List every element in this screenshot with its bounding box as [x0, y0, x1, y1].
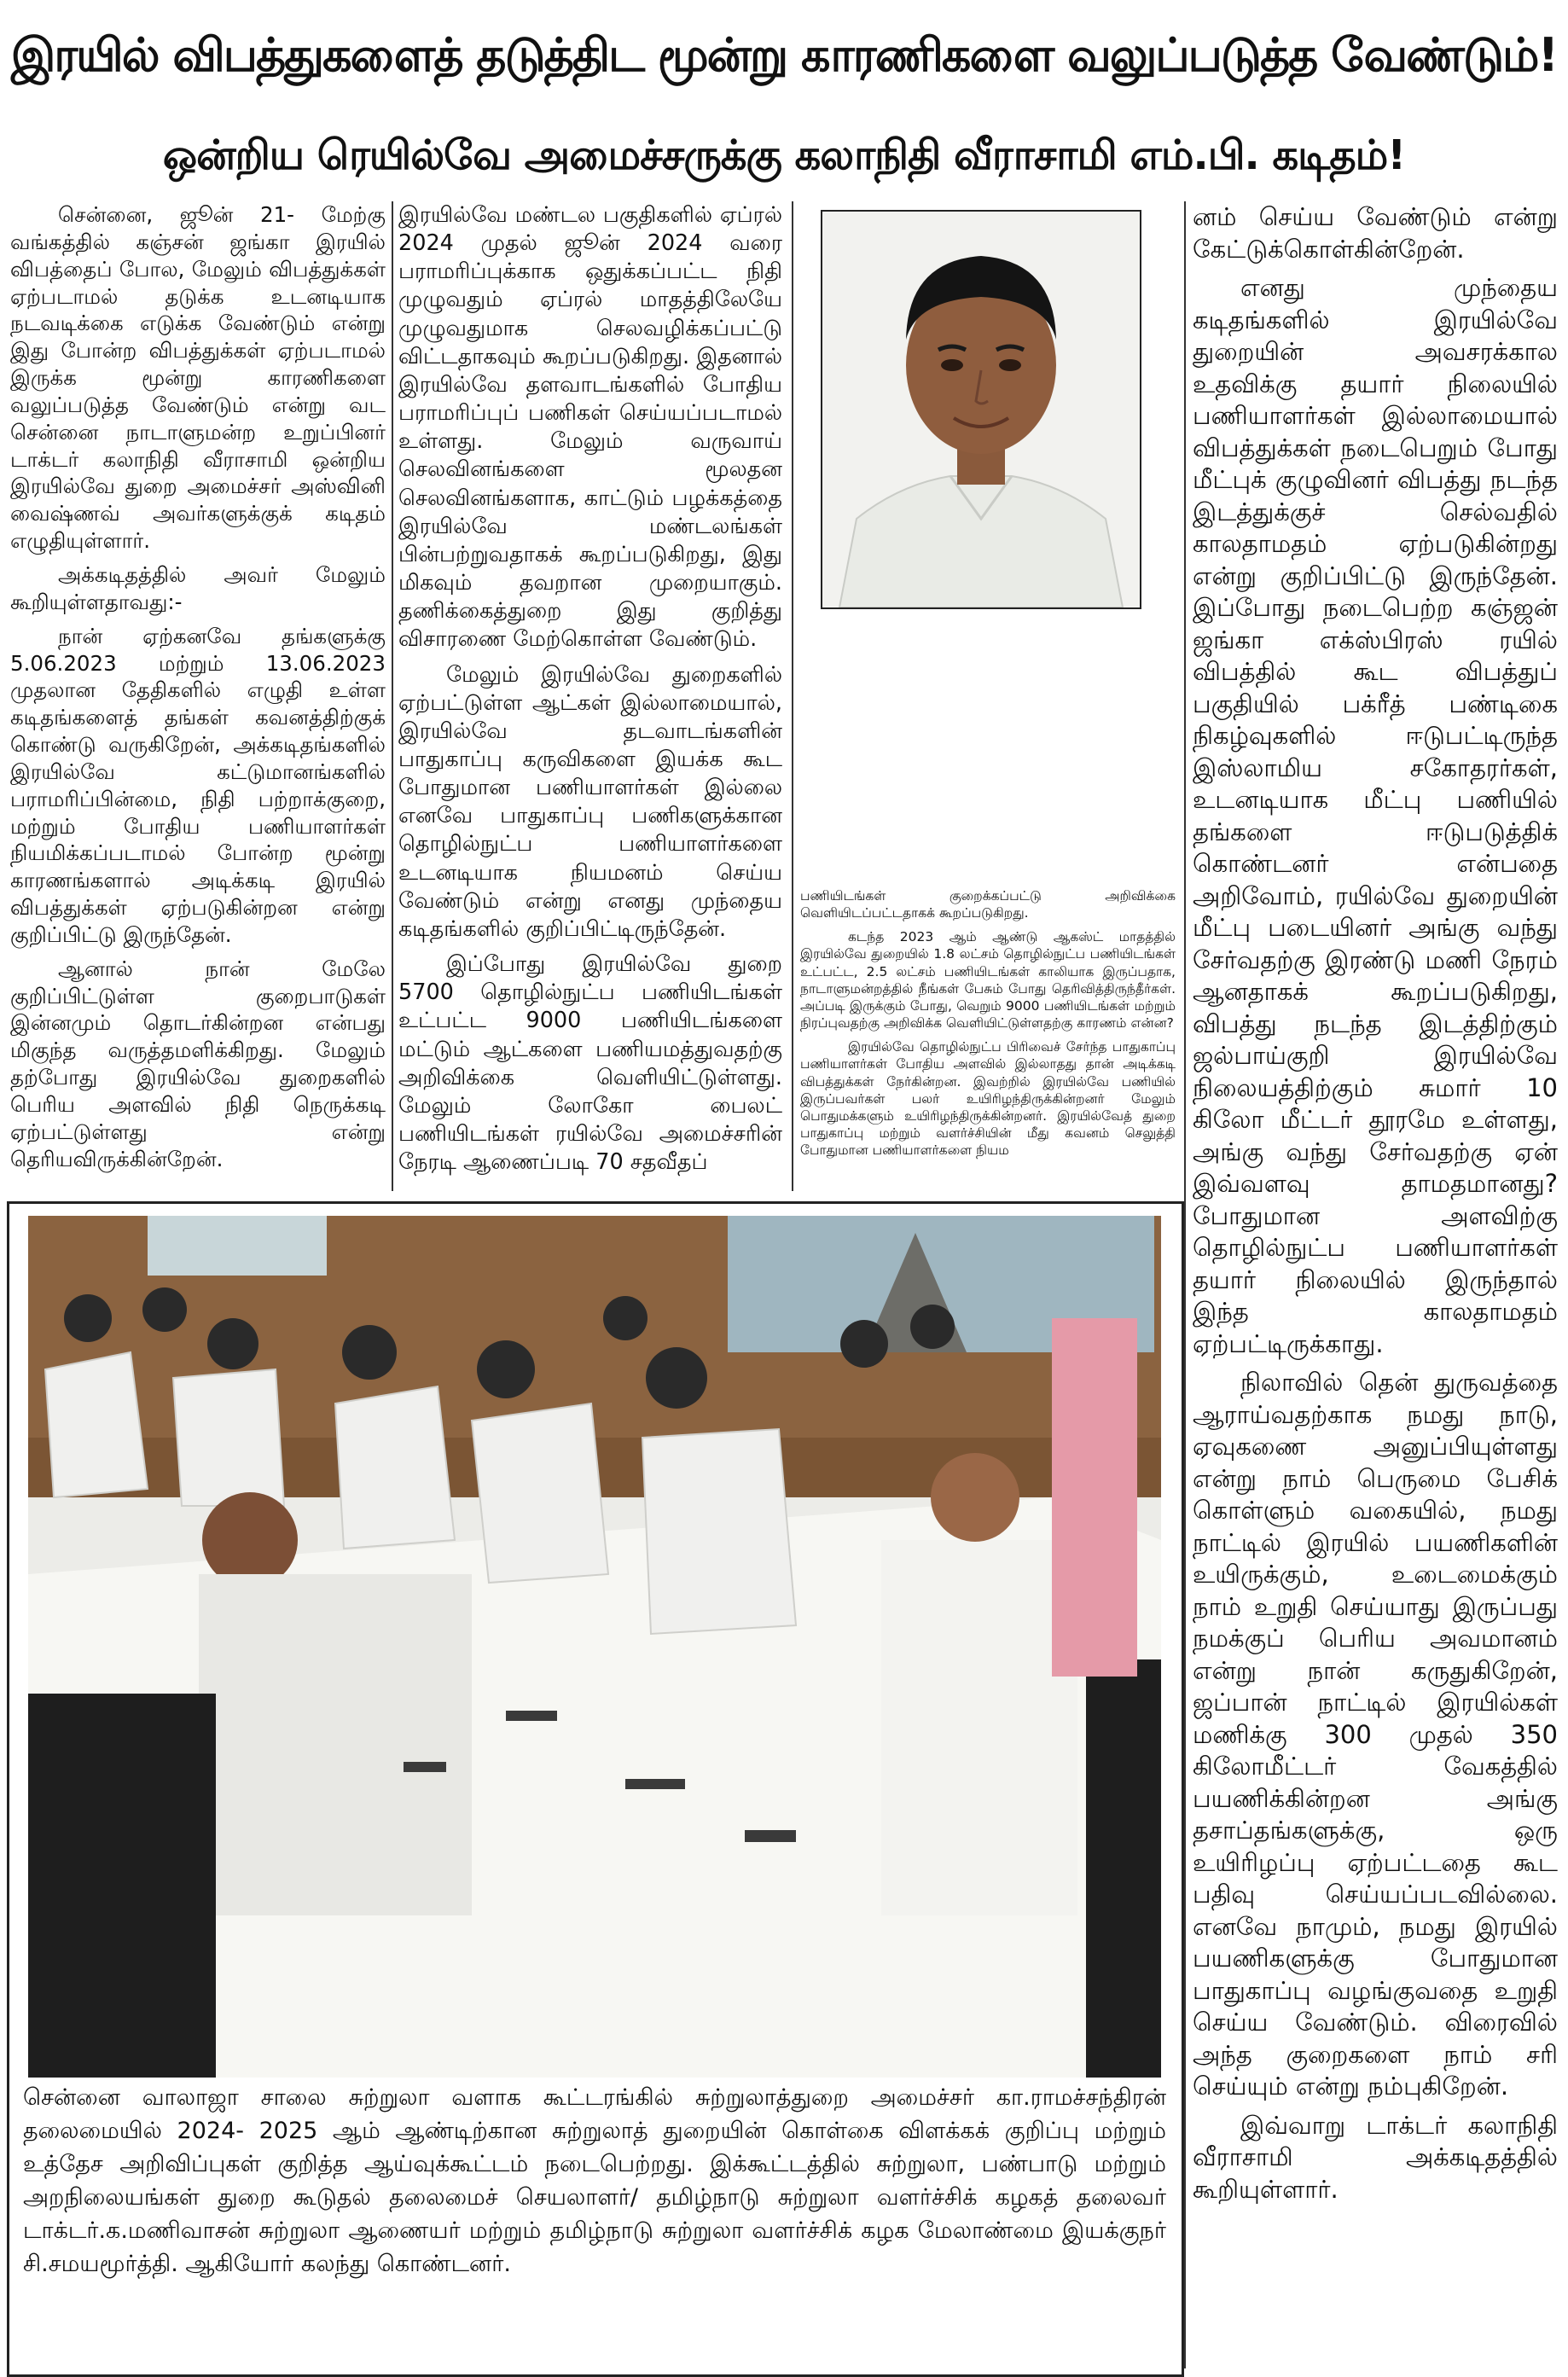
paragraph: நிலாவில் தென் துருவத்தை ஆராய்வதற்காக நமது நாடு, ஏவுகணை அனுப்பியுள்ளது என்று நாம் பெருமை பேசிக் கொள்ளும் வகையில், நமது நாட்டில் இரயில் பயணிகளின் உயிருக்கும், உடைமைக்கும் நாம் உறுதி செய்யாது இருப்பது நமக்குப் பெரிய அவமானம் என்று நான் கருதுகிறேன், ஜப்பான் நாட்டில் இரயில்கள் மணிக்கு 300 முதல் 350 கிலோமீட்டர் வேகத்தில் பயணிக்கின்றன அங்கு தசாப்தங்களுக்கு, ஒரு உயிரிழப்பு ஏற்பட்டதை கூட பதிவு செய்யப்படவில்லை. எனவே நாமும், நமது இரயில் பயணிகளுக்கு போதுமான பாதுகாப்பு வழங்குவதை உறுதி செய்ய வேண்டும். விரைவில் அந்த குறைகளை நாம் சரி செய்யும் என்று நம்புகிறேன். [1193, 1368, 1558, 2101]
paragraph: கடந்த 2023 ஆம் ஆண்டு ஆகஸ்ட் மாதத்தில் இரயில்வே துறையில் 1.8 லட்சம் தொழில்நுட்ப பணியிடங்கள் உட்பட்ட, 2.5 லட்சம் பணியிடங்கள் காலியாக இருப்பதாக, நாடாளுமன்றத்தில் நீங்கள் பேசும் போது தெரிவித்திருந்தீர்கள். அப்படி இருக்கும் போது, வெறும் 9000 பணியிடங்கள் மற்றும் நிரப்புவதற்கு அறிவிக்க வெளியிட்டுள்ளதற்கு காரணம் என்ன? [800, 929, 1176, 1032]
paragraph: எனது முந்தைய கடிதங்களில் இரயில்வே துறையின் அவசரக்கால உதவிக்கு தயார் நிலையில் பணியாளர்கள் இல்லாமையால் விபத்துக்கள் நடைபெறும் போது மீட்புக் குழுவினர் விபத்து நடந்த இடத்துக்குச் செல்வதில் காலதாமதம் ஏற்படுகின்றது என்று குறிப்பிட்டு இருந்தேன். இப்போது நடைபெற்ற கஞ்ஜன் ஜங்கா எக்ஸ்பிரஸ் ரயில் விபத்தில் கூட விபத்துப் பகுதியில் பக்ரீத் பண்டிகை நிகழ்வுகளில் ஈடுபட்டிருந்த இஸ்லாமிய சகோதரர்கள், உடனடியாக மீட்பு பணியில் தங்களை ஈடுபடுத்திக் கொண்டனர் என்பதை அறிவோம், ரயில்வே துறையின் மீட்பு படையினர் அங்கு வந்து சேர்வதற்கு இரண்டு மணி நேரம் ஆனதாகக் கூறப்படுகிறது, விபத்து நடந்த இடத்திற்கும் ஜல்பாய்குறி இரயில்வே நிலையத்திற்கும் சுமார் 10 கிலோ மீட்டர் தூரமே உள்ளது, அங்கு வந்து சேர்வதற்கு ஏன் இவ்வளவு தாமதமானது? போதுமான அளவிற்கு தொழில்நுட்ப பணியாளர்கள் தயார் நிலையில் இருந்தால் இந்த காலதாமதம் ஏற்பட்டிருக்காது. [1193, 273, 1558, 1358]
paragraph: நான் ஏற்கனவே தங்களுக்கு 5.06.2023 மற்றும் 13.06.2023 முதலான தேதிகளில் எழுதி உள்ள கடிதங்களைத் தங்கள் கவனத்திற்குக் கொண்டு வருகிறேன், அக்கடிதங்களில் இரயில்வே கட்டுமானங்களில் பராமரிப்பின்மை, நிதி பற்றாக்குறை, மற்றும் போதிய பணியாளர்கள் நியமிக்கப்படாமல் போன்ற மூன்று காரணங்களால் அடிக்கடி இரயில் விபத்துக்கள் ஏற்படுகின்றன என்று குறிப்பிட்டு இருந்தேன். [10, 623, 386, 947]
meeting-illustration [28, 1216, 1161, 2078]
photo-caption: சென்னை வாலாஜா சாலை சுற்றுலா வளாக கூட்டரங்கில் சுற்றுலாத்துறை அமைச்சர் கா.ராமச்சந்திரன் தலைமையில் 2024- 2025 ஆம் ஆண்டிற்கான சுற்றுலாத் துறையின் கொள்கை விளக்கக் குறிப்பு மற்றும் உத்தேச அறிவிப்புகள் குறித்த ஆய்வுக்கூட்டம் நடைபெற்றது. இக்கூட்டத்தில் சுற்றுலா, பண்பாடு மற்றும் அறநிலையங்கள் துறை கூடுதல் தலைமைச் செயலாளர்/ தமிழ்நாடு சுற்றுலா வளர்ச்சிக் கழகத் தலைவர் டாக்டர்.க.மணிவாசன் சுற்றுலா ஆணையர் மற்றும் தமிழ்நாடு சுற்றுலா வளர்ச்சிக் கழக மேலாண்மை இயக்குநர் சி.சமயமூர்த்தி. ஆகியோர் கலந்து கொண்டனர். [23, 2084, 1166, 2277]
paragraph: ஆனால் நான் மேலே குறிப்பிட்டுள்ள குறைபாடுகள் இன்னமும் தொடர்கின்றன என்பது மிகுந்த வருத்தமளிக்கிறது. மேலும் தற்போது இரயில்வே துறைகளில் பெரிய அளவில் நிதி நெருக்கடி ஏற்பட்டுள்ளது என்று தெரியவிருக்கின்றேன். [10, 956, 386, 1171]
article-column-3 [800, 887, 1176, 1165]
paragraph: இரயில்வே மண்டல பகுதிகளில் ஏப்ரல் 2024 முதல் ஜூன் 2024 வரை பராமரிப்புக்காக ஒதுக்கப்பட்ட நிதி முழுவதும் ஏப்ரல் மாதத்திலேயே முழுவதுமாக செலவழிக்கப்பட்டு விட்டதாகவும் கூறப்படுகிறது. இதனால் இரயில்வே தளவாடங்களில் போதிய பராமரிப்புப் பணிகள் செய்யப்படாமல் உள்ளது. மேலும் வருவாய் செலவினங்களை மூலதன செலவினங்களாக, காட்டும் பழக்கத்தை இரயில்வே மண்டலங்கள் பின்பற்றுவதாகக் கூறப்படுகிறது, இது மிகவும் தவறான முறையாகும். தணிக்கைத்துறை இது குறித்து விசாரணை மேற்கொள்ள வேண்டும். [398, 202, 782, 653]
paragraph: இவ்வாறு டாக்டர் கலாநிதி வீராசாமி அக்கடிதத்தில் கூறியுள்ளார். [1193, 2110, 1558, 2204]
paragraph: இப்போது இரயில்வே துறை 5700 தொழில்நுட்ப பணியிடங்கள் உட்பட்ட 9000 பணியிடங்களை மட்டும் ஆட்களை பணியமத்துவதற்கு அறிவிக்கை வெளியிட்டுள்ளது. மேலும் லோகோ பைலட் பணியிடங்கள் ரயில்வே அமைச்சரின் நேரடி ஆணைப்படி 70 சதவீதப் [398, 951, 782, 1176]
column-rule [1184, 201, 1186, 2368]
photo-box [7, 1201, 1184, 2377]
paragraph: அக்கடிதத்தில் அவர் மேலும் கூறியுள்ளதாவது:- [10, 561, 386, 614]
article-column-4 [1193, 201, 1558, 2212]
article-column-1 [10, 201, 386, 1180]
column-rule [392, 201, 393, 1191]
portrait-photo [821, 210, 1141, 609]
portrait-illustration [822, 212, 1140, 607]
meeting-photo [28, 1216, 1161, 2078]
column-rule [792, 201, 793, 1191]
headline: இரயில் விபத்துகளைத் தடுத்திட மூன்று காரணிகளை வலுப்படுத்த வேண்டும்! [10, 28, 1558, 82]
paragraph: னம் செய்ய வேண்டும் என்று கேட்டுக்கொள்கின்றேன். [1193, 202, 1558, 264]
article-column-2 [398, 201, 782, 1183]
paragraph: சென்னை, ஜூன் 21- மேற்கு வங்கத்தில் கஞ்சன் ஜங்கா இரயில் விபத்தைப் போல, மேலும் விபத்துக்கள் ஏற்படாமல் தடுக்க உடனடியாக நடவடிக்கை எடுக்க வேண்டும் என்று இது போன்ற விபத்துக்கள் ஏற்படாமல் இருக்க மூன்று காரணிகளை வலுப்படுத்த வேண்டும் என்று வட சென்னை நாடாளுமன்ற உறுப்பினர் டாக்டர் கலாநிதி வீராசாமி ஒன்றிய இரயில்வே துறை அமைச்சர் அஸ்வினி வைஷ்ணவ் அவர்களுக்குக் கடிதம் எழுதியுள்ளார். [10, 202, 386, 554]
subheadline: ஒன்றிய ரெயில்வே அமைச்சருக்கு கலாநிதி வீராசாமி எம்.பி. கடிதம்! [162, 131, 1406, 179]
paragraph: பணியிடங்கள் குறைக்கப்பட்டு அறிவிக்கை வெளியிடப்பட்டதாகக் கூறப்படுகிறது. [800, 888, 1176, 921]
paragraph: இரயில்வே தொழில்நுட்ப பிரிவைச் சேர்ந்த பாதுகாப்பு பணியாளர்கள் போதிய அளவில் இல்லாதது தான் அடிக்கடி விபத்துக்கள் நேர்கின்றன. இவற்றில் இரயில்வே பணியில் இருப்பவர்கள் பலர் உயிரிழந்திருக்கின்றனர் மேலும் பொதுமக்களும் உயிரிழந்திருக்கின்றனர். இரயில்வேத் துறை பாதுகாப்பு மற்றும் வளர்ச்சியின் மீது கவனம் செலுத்தி போதுமான பணியாளர்களை நியம [800, 1039, 1176, 1159]
paragraph: மேலும் இரயில்வே துறைகளில் ஏற்பட்டுள்ள ஆட்கள் இல்லாமையால், இரயில்வே தடவாடங்களின் பாதுகாப்பு கருவிகளை இயக்க கூட போதுமான பணியாளர்கள் இல்லை எனவே பாதுகாப்பு பணிகளுக்கான தொழில்நுட்ப பணியாளர்களை உடனடியாக நியமனம் செய்ய வேண்டும் என்று எனது முந்தைய கடிதங்களில் குறிப்பிட்டிருந்தேன். [398, 661, 782, 942]
